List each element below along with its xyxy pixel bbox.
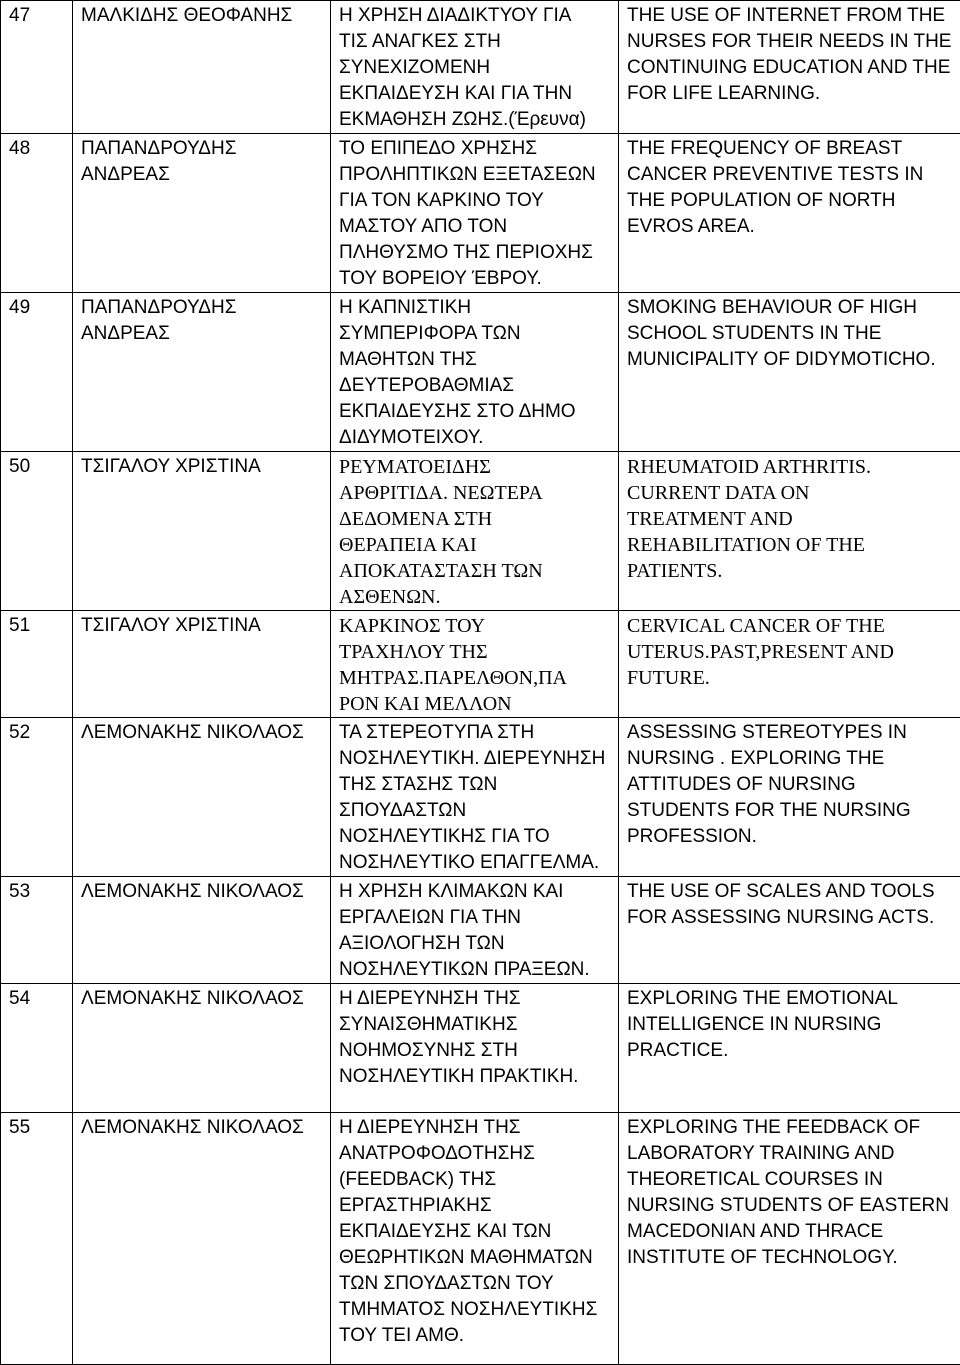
title-english: ASSESSING STEREOTYPES IN NURSING . EXPLORING THE ATTITUDES OF NURSING STUDENTS FOR THE NURSING PROFESSION.: [619, 718, 960, 877]
table-row: [1, 134, 960, 293]
author-name: ΤΣΙΓΑΛΟΥ ΧΡΙΣΤΙΝΑ: [73, 611, 331, 718]
title-english: RHEUMATOID ARTHRITIS. CURRENT DATA ON TREATMENT AND REHABILITATION OF THE PATIENTS.: [619, 452, 960, 611]
table-row: [1, 877, 960, 984]
title-english: SMOKING BEHAVIOUR OF HIGH SCHOOL STUDENTS IN THE MUNICIPALITY OF DIDYMOTICHO.: [619, 293, 960, 452]
title-english: EXPLORING THE EMOTIONAL INTELLIGENCE IN NURSING PRACTICE.: [619, 984, 960, 1113]
title-greek: Η ΔΙΕΡΕΥΝΗΣΗ ΤΗΣ ΣΥΝΑΙΣΘΗΜΑΤΙΚΗΣ ΝΟΗΜΟΣΥΝΗΣ ΣΤΗ ΝΟΣΗΛΕΥΤΙΚΗ ΠΡΑΚΤΙΚΗ.: [331, 984, 619, 1113]
title-greek: Η ΔΙΕΡΕΥΝΗΣΗ ΤΗΣ ΑΝΑΤΡΟΦΟΔΟΤΗΣΗΣ (FEEDBACK) ΤΗΣ ΕΡΓΑΣΤΗΡΙΑΚΗΣ ΕΚΠΑΙΔΕΥΣΗΣ ΚΑΙ ΤΩΝ ΘΕΩΡΗΤΙΚΩΝ ΜΑΘΗΜΑΤΩΝ ΤΩΝ ΣΠΟΥΔΑΣΤΩΝ ΤΟΥ ΤΜΗΜΑΤΟΣ ΝΟΣΗΛΕΥΤΙΚΗΣ ΤΟΥ ΤΕΙ ΑΜΘ.: [331, 1113, 619, 1365]
author-name: ΠΑΠΑΝΔΡΟΥΔΗΣ ΑΝΔΡΕΑΣ: [73, 293, 331, 452]
author-name: ΛΕΜΟΝΑΚΗΣ ΝΙΚΟΛΑΟΣ: [73, 877, 331, 984]
row-number: 52: [1, 718, 73, 877]
title-english: THE USE OF SCALES AND TOOLS FOR ASSESSING NURSING ACTS.: [619, 877, 960, 984]
title-greek: Η ΧΡΗΣΗ ΚΛΙΜΑΚΩΝ ΚΑΙ ΕΡΓΑΛΕΙΩΝ ΓΙΑ ΤΗΝ ΑΞΙΟΛΟΓΗΣΗ ΤΩΝ ΝΟΣΗΛΕΥΤΙΚΩΝ ΠΡΑΞΕΩΝ.: [331, 877, 619, 984]
row-number: 50: [1, 452, 73, 611]
title-english: EXPLORING THE FEEDBACK OF LABORATORY TRAINING AND THEORETICAL COURSES IN NURSING STUDENTS OF EASTERN MACEDONIAN AND THRACE INSTITUTE OF TECHNOLOGY.: [619, 1113, 960, 1365]
table-row: [1, 452, 960, 611]
row-number: 48: [1, 134, 73, 293]
title-greek: ΤΟ ΕΠΙΠΕΔΟ ΧΡΗΣΗΣ ΠΡΟΛΗΠΤΙΚΩΝ ΕΞΕΤΑΣΕΩΝ ΓΙΑ ΤΟΝ ΚΑΡΚΙΝΟ ΤΟΥ ΜΑΣΤΟΥ ΑΠΟ ΤΟΝ ΠΛΗΘΥΣΜΟ ΤΗΣ ΠΕΡΙΟΧΗΣ ΤΟΥ ΒΟΡΕΙΟΥ ΈΒΡΟΥ.: [331, 134, 619, 293]
author-name: ΛΕΜΟΝΑΚΗΣ ΝΙΚΟΛΑΟΣ: [73, 1113, 331, 1365]
row-number: 55: [1, 1113, 73, 1365]
row-number: 49: [1, 293, 73, 452]
author-name: ΤΣΙΓΑΛΟΥ ΧΡΙΣΤΙΝΑ: [73, 452, 331, 611]
title-greek: ΚΑΡΚΙΝΟΣ ΤΟΥ ΤΡΑΧΗΛΟΥ ΤΗΣ ΜΗΤΡΑΣ.ΠΑΡΕΛΘΟΝ,ΠΑ ΡΟΝ ΚΑΙ ΜΕΛΛΟΝ: [331, 611, 619, 718]
title-greek: ΡΕΥΜΑΤΟΕΙΔΗΣ ΑΡΘΡΙΤΙΔΑ. ΝΕΩΤΕΡΑ ΔΕΔΟΜΕΝΑ ΣΤΗ ΘΕΡΑΠΕΙΑ ΚΑΙ ΑΠΟΚΑΤΑΣΤΑΣΗ ΤΩΝ ΑΣΘΕΝΩΝ.: [331, 452, 619, 611]
title-english: THE FREQUENCY OF BREAST CANCER PREVENTIVE TESTS IN THE POPULATION OF NORTH EVROS AREA.: [619, 134, 960, 293]
author-name: ΛΕΜΟΝΑΚΗΣ ΝΙΚΟΛΑΟΣ: [73, 718, 331, 877]
row-number: 47: [1, 1, 73, 134]
row-number: 53: [1, 877, 73, 984]
author-name: ΠΑΠΑΝΔΡΟΥΔΗΣ ΑΝΔΡΕΑΣ: [73, 134, 331, 293]
title-greek: Η ΚΑΠΝΙΣΤΙΚΗ ΣΥΜΠΕΡΙΦΟΡΑ ΤΩΝ ΜΑΘΗΤΩΝ ΤΗΣ ΔΕΥΤΕΡΟΒΑΘΜΙΑΣ ΕΚΠΑΙΔΕΥΣΗΣ ΣΤΟ ΔΗΜΟ ΔΙΔΥΜΟΤΕΙΧΟΥ.: [331, 293, 619, 452]
table-row: [1, 718, 960, 877]
author-name: ΜΑΛΚΙΔΗΣ ΘΕΟΦΑΝΗΣ: [73, 1, 331, 134]
title-greek: Η ΧΡΗΣΗ ΔΙΑΔΙΚΤΥΟΥ ΓΙΑ ΤΙΣ ΑΝΑΓΚΕΣ ΣΤΗ ΣΥΝΕΧΙΖΟΜΕΝΗ ΕΚΠΑΙΔΕΥΣΗ ΚΑΙ ΓΙΑ ΤΗΝ ΕΚΜΑΘΗΣΗ ΖΩΗΣ.(Έρευνα): [331, 1, 619, 134]
row-number: 51: [1, 611, 73, 718]
table-row: [1, 293, 960, 452]
title-greek: ΤΑ ΣΤΕΡΕΟΤΥΠΑ ΣΤΗ ΝΟΣΗΛΕΥΤΙΚΗ. ΔΙΕΡΕΥΝΗΣΗ ΤΗΣ ΣΤΑΣΗΣ ΤΩΝ ΣΠΟΥΔΑΣΤΩΝ ΝΟΣΗΛΕΥΤΙΚΗΣ ΓΙΑ ΤΟ ΝΟΣΗΛΕΥΤΙΚΟ ΕΠΑΓΓΕΛΜΑ.: [331, 718, 619, 877]
table-row: [1, 984, 960, 1113]
title-english: THE USE OF INTERNET FROM THE NURSES FOR THEIR NEEDS IN THE CONTINUING EDUCATION AND THE FOR LIFE LEARNING.: [619, 1, 960, 134]
author-name: ΛΕΜΟΝΑΚΗΣ ΝΙΚΟΛΑΟΣ: [73, 984, 331, 1113]
table-row: [1, 611, 960, 718]
title-english: CERVICAL CANCER OF THE UTERUS.PAST,PRESENT AND FUTURE.: [619, 611, 960, 718]
table-row: [1, 1, 960, 134]
row-number: 54: [1, 984, 73, 1113]
table-row: [1, 1113, 960, 1365]
